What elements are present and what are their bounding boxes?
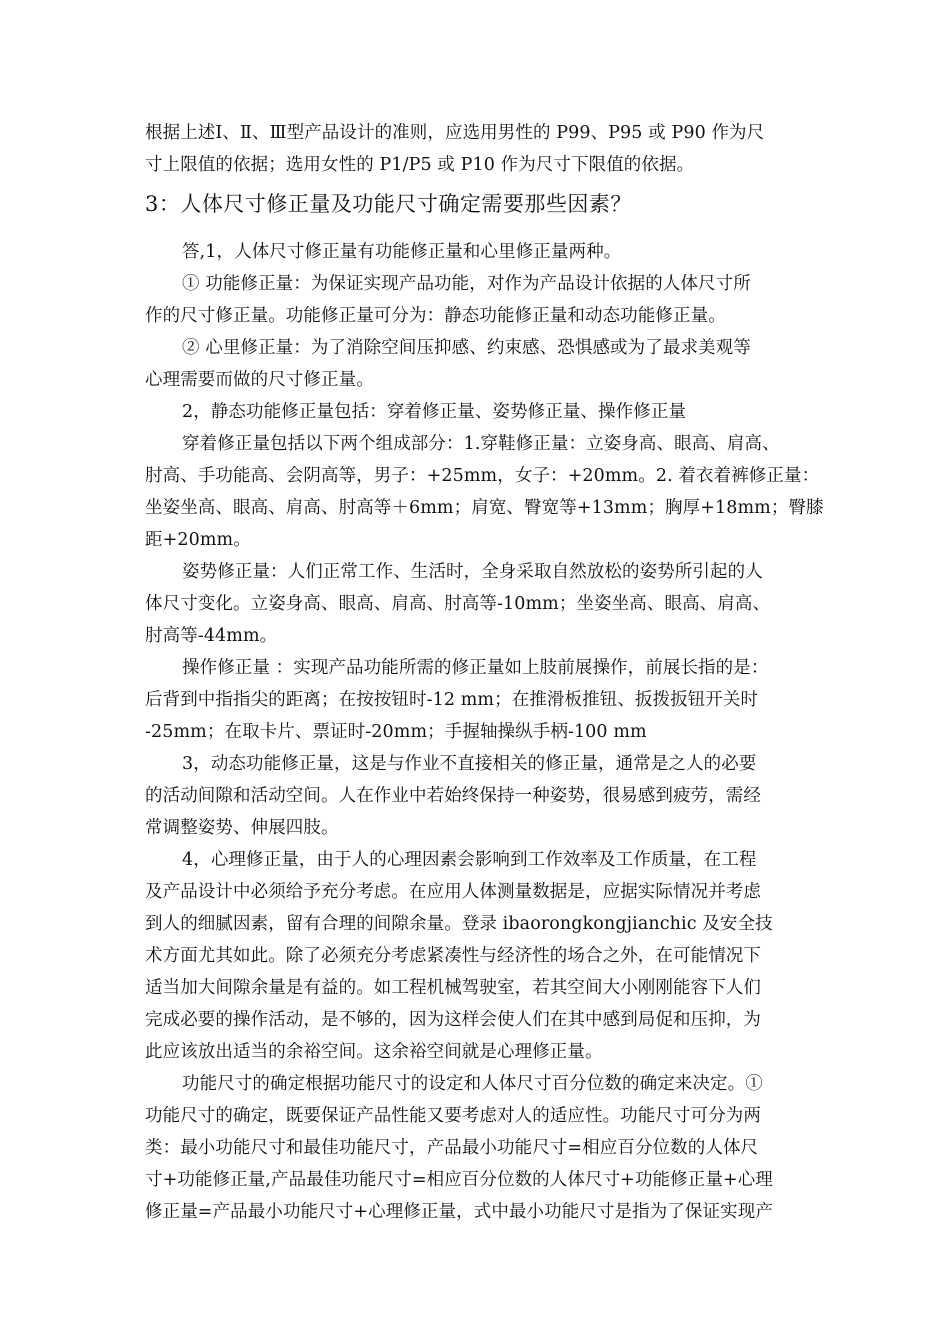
- text-line: 操作修正量 ：实现产品功能所需的修正量如上肢前展操作，前展长指的是：: [182, 658, 769, 678]
- text-line: 距+20mm。: [145, 530, 251, 550]
- text-line: 功能尺寸的确定根据功能尺寸的设定和人体尺寸百分位数的确定来决定。①: [182, 1074, 763, 1094]
- text-line: 适当加大间隙余量是有益的。如工程机械驾驶室，若其空间大小刚刚能容下人们: [145, 978, 761, 998]
- text-line: 答,1，人体尺寸修正量有功能修正量和心里修正量两种。: [182, 242, 622, 262]
- text-line: 根据上述Ⅰ、Ⅱ、Ⅲ型产品设计的准则，应选用男性的 P99、P95 或 P90 作为尺: [145, 123, 765, 143]
- text-line: 修正量=产品最小功能尺寸+心理修正量，式中最小功能尺寸是指为了保证实现产: [145, 1202, 773, 1222]
- text-line: 后背到中指指尖的距离；在按按钮时-12 mm；在推滑板推钮、扳拨扳钮开关时: [145, 690, 759, 710]
- text-line: 寸上限值的依据；选用女性的 P1/P5 或 P10 作为尺寸下限值的依据。: [145, 155, 695, 175]
- text-line: 坐姿坐高、眼高、肩高、肘高等＋6mm；肩宽、臀宽等+13mm；胸厚+18mm；臀膝: [145, 498, 824, 518]
- text-line: ② 心里修正量：为了消除空间压抑感、约束感、恐惧感或为了最求美观等: [182, 338, 751, 358]
- text-line: 完成必要的操作活动，是不够的，因为这样会使人们在其中感到局促和压抑，为: [145, 1010, 761, 1030]
- text-line: 寸+功能修正量,产品最佳功能尺寸=相应百分位数的人体尺寸+功能修正量+心理: [145, 1170, 773, 1190]
- text-line: 心理需要而做的尺寸修正量。: [145, 370, 374, 390]
- text-line: 4，心理修正量，由于人的心理因素会影响到工作效率及工作质量，在工程: [182, 850, 757, 870]
- text-line: 功能尺寸的确定，既要保证产品性能又要考虑对人的适应性。功能尺寸可分为两: [145, 1106, 761, 1126]
- text-line: 3，动态功能修正量，这是与作业不直接相关的修正量，通常是之人的必要: [182, 754, 757, 774]
- text-line: 2，静态功能修正量包括：穿着修正量、姿势修正量、操作修正量: [182, 402, 687, 422]
- text-line: 肘高等-44mm。: [145, 626, 278, 646]
- text-line: 肘高、手功能高、会阴高等，男子：+25mm，女子：+20mm。2. 着衣着裤修正量：: [145, 466, 820, 486]
- text-line: 的活动间隙和活动空间。人在作业中若始终保持一种姿势，很易感到疲劳，需经: [145, 786, 761, 806]
- text-line: ① 功能修正量：为保证实现产品功能，对作为产品设计依据的人体尺寸所: [182, 274, 751, 294]
- text-line: 及产品设计中必须给予充分考虑。在应用人体测量数据是，应据实际情况并考虑: [145, 882, 761, 902]
- text-line: 类：最小功能尺寸和最佳功能尺寸，产品最小功能尺寸=相应百分位数的人体尺: [145, 1138, 759, 1158]
- text-line: 此应该放出适当的余裕空间。这余裕空间就是心理修正量。: [145, 1042, 603, 1062]
- text-line: 穿着修正量包括以下两个组成部分：1.穿鞋修正量：立姿身高、眼高、肩高、: [182, 434, 780, 454]
- text-line: 姿势修正量：人们正常工作、生活时，全身采取自然放松的姿势所引起的人: [182, 562, 763, 582]
- text-line: -25mm；在取卡片、票证时-20mm；手握轴操纵手柄-100 mm: [145, 722, 647, 742]
- text-line: 常调整姿势、伸展四肢。: [145, 818, 339, 838]
- text-line: 术方面尤其如此。除了必须充分考虑紧凑性与经济性的场合之外，在可能情况下: [145, 946, 761, 966]
- text-line: 作的尺寸修正量。功能修正量可分为：静态功能修正量和动态功能修正量。: [145, 306, 726, 326]
- section-heading: 3：人体尺寸修正量及功能尺寸确定需要那些因素？: [145, 192, 632, 216]
- text-line: 体尺寸变化。立姿身高、眼高、肩高、肘高等-10mm；坐姿坐高、眼高、肩高、: [145, 594, 771, 614]
- text-line: 到人的细腻因素，留有合理的间隙余量。登录 ibaorongkongjianchic 及安全技: [145, 914, 773, 934]
